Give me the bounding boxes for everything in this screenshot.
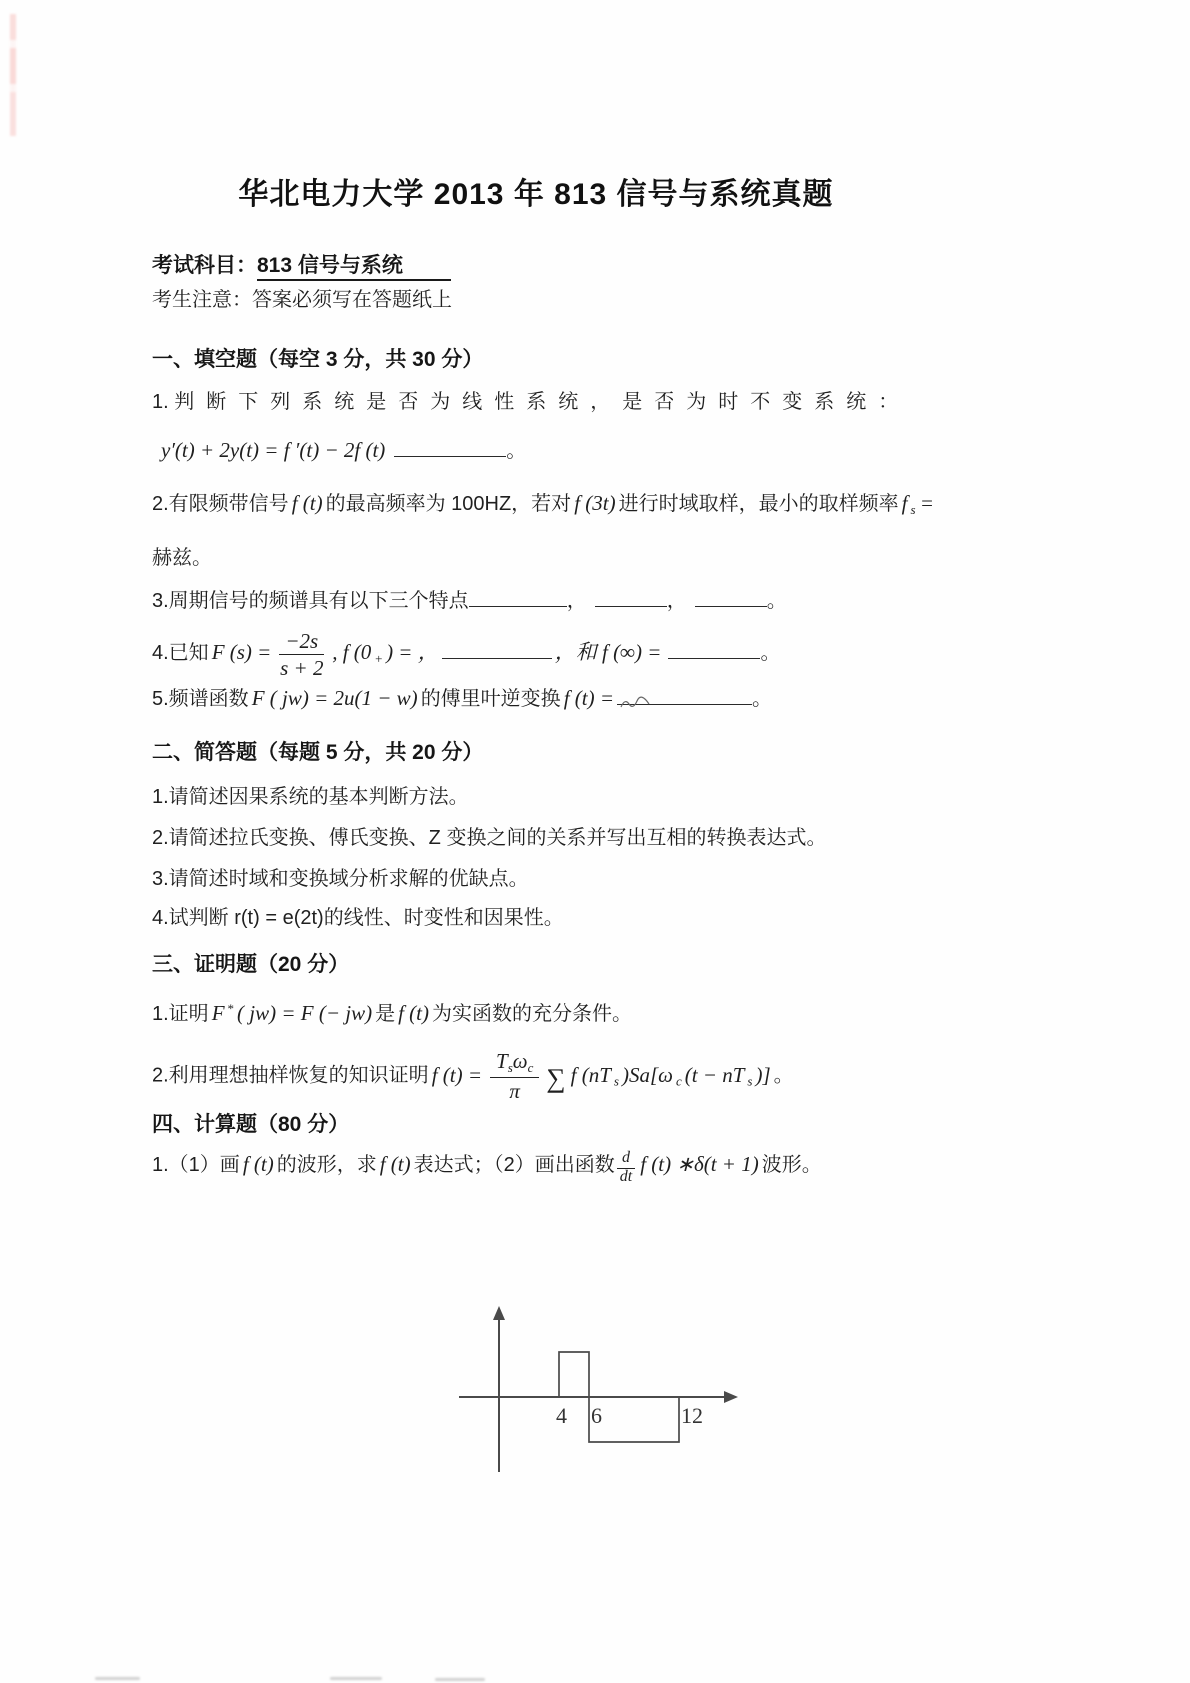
- q1-4-formula: [152, 630, 780, 679]
- x-axis-arrow: [724, 1391, 738, 1403]
- q4-1-post: 波形。: [761, 1154, 822, 1176]
- q1-5-mid: 的傅里叶逆变换: [420, 688, 561, 710]
- scan-smudge: [330, 1677, 382, 1680]
- fraction-numerator: −2s: [279, 630, 324, 655]
- q2-item-1: 1.请简述因果系统的基本判断方法。: [152, 786, 469, 808]
- q2-item-3: 3.请简述时域和变换域分析求解的优缺点。: [152, 868, 529, 890]
- scan-smudge: [435, 1678, 485, 1681]
- red-scan-artifact: [10, 14, 16, 136]
- math-term3-sub: s: [747, 1073, 753, 1089]
- q3-1-pre: 1.证明: [152, 1003, 209, 1025]
- math-F: F: [211, 1001, 225, 1025]
- section-1-heading: 一、填空题（每空 3 分，共 30 分）: [152, 348, 484, 371]
- math-T: T: [496, 1049, 508, 1073]
- math-f-t: f (t): [379, 1152, 411, 1176]
- math-f-t: f (t): [242, 1152, 274, 1176]
- fraction-denominator: s + 2: [280, 656, 324, 681]
- period-mark: 。: [506, 440, 527, 462]
- scan-smudge: [95, 1677, 140, 1680]
- exam-title: 华北电力大学 2013 年 813 信号与系统真题: [238, 178, 834, 211]
- notice-line: [152, 287, 452, 314]
- q4-1-text: [152, 1150, 822, 1187]
- tick-label-12: 12: [681, 1403, 703, 1428]
- math-f-t-eq: f (t) =: [431, 1062, 483, 1087]
- blank-line: [442, 643, 552, 659]
- q2-item-2: 2.请简述拉氏变换、傅氏变换、Z 变换之间的关系并写出互相的转换表达式。: [152, 827, 827, 849]
- q1-5-pre: 5.频谱函数: [152, 688, 249, 710]
- q1-2-unit: 赫兹。: [152, 547, 212, 569]
- math-term1-sub: s: [613, 1073, 619, 1089]
- fraction: [490, 1050, 539, 1102]
- q2-item-4: 4.试判断 r(t) = e(2t)的线性、时变性和因果性。: [152, 907, 564, 929]
- math-f0-close: ) = ，: [386, 640, 439, 665]
- q1-2-mid2: 进行时域取样，最小的取样频率: [618, 493, 899, 515]
- math-f-3t: f (3t): [574, 491, 616, 515]
- math-f-0: , f (0: [332, 640, 372, 665]
- math-f-t: f (t): [398, 1001, 429, 1025]
- math-f0-sub: +: [374, 651, 384, 667]
- q3-1-mid: 是: [375, 1003, 396, 1025]
- math-f-t-eq: f (t) =: [563, 686, 615, 710]
- equals-sign: =: [921, 491, 933, 515]
- math-f-t: f (t): [291, 491, 323, 515]
- handwritten-scribble: [619, 696, 653, 712]
- math-term4: )]: [755, 1062, 771, 1087]
- q1-1-statement: 判断下列系统是否为线性系统，是否为时不变系统：: [174, 391, 911, 413]
- differential-equation: y′(t) + 2y(t) = f ′(t) − 2f (t): [161, 438, 386, 462]
- math-omega: ω: [512, 1049, 528, 1073]
- blank-line: [695, 591, 767, 607]
- math-term2-sub: c: [675, 1073, 682, 1089]
- math-term2: )Sa[ω: [621, 1062, 673, 1087]
- q1-5-formula: [152, 684, 772, 713]
- math-term1: f (nT: [570, 1062, 611, 1087]
- tick-label-4: 4: [556, 1403, 567, 1428]
- y-axis-arrow: [493, 1306, 505, 1320]
- period-mark: 。: [773, 1064, 794, 1087]
- math-f-inf: ，和 f (∞) =: [554, 640, 662, 665]
- q1-4-pre: 4.已知: [152, 642, 209, 665]
- section-4-heading: 四、计算题（80 分）: [152, 1113, 350, 1136]
- subject-line: [152, 252, 451, 280]
- derivative-numerator: d: [617, 1150, 635, 1169]
- q3-1-post: 为实函数的充分条件。: [432, 1003, 632, 1025]
- q1-2-pre: 2.有限频带信号: [152, 493, 289, 515]
- math-fs: f: [901, 491, 908, 515]
- derivative-fraction: [617, 1150, 635, 1187]
- fraction-denominator: π: [509, 1078, 520, 1103]
- notice-label: 考生注意：: [152, 289, 252, 311]
- q3-2-pre: 2.利用理想抽样恢复的知识证明: [152, 1064, 429, 1087]
- derivative-denominator: dt: [619, 1168, 633, 1185]
- blank-line: [469, 591, 567, 607]
- period-mark: 。: [766, 590, 787, 612]
- q1-1-text: [152, 389, 910, 416]
- q1-2-mid1: 的最高频率为 100HZ，若对: [325, 493, 572, 515]
- math-F-jw: F ( jw) = 2u(1 − w): [251, 686, 418, 710]
- section-2-heading: 二、简答题（每题 5 分，共 20 分）: [152, 741, 484, 764]
- q1-3-pre: 3.周期信号的频谱具有以下三个特点: [152, 590, 469, 612]
- q1-3-text: [152, 588, 787, 615]
- math-F-s: F (s) =: [211, 640, 272, 665]
- blank-line: [595, 591, 667, 607]
- math-T-sub: s: [507, 1060, 513, 1075]
- waveform-plot: [425, 1302, 755, 1487]
- math-star: *: [227, 1001, 235, 1016]
- q3-2-formula: [152, 1050, 794, 1102]
- math-convolution-expr: f (t) ∗δ(t + 1): [640, 1152, 759, 1176]
- fraction-numerator: [490, 1050, 539, 1078]
- waveform-figure: [425, 1302, 755, 1492]
- tick-label-6: 6: [591, 1403, 602, 1428]
- math-omega-sub: c: [527, 1060, 534, 1075]
- blank-line: [617, 689, 752, 705]
- fraction: [279, 630, 324, 679]
- q1-1-number: 1.: [152, 391, 169, 413]
- q4-1-mid1: 的波形，求: [276, 1154, 377, 1176]
- comma-1: ，: [566, 590, 587, 612]
- q1-1-formula: [158, 436, 526, 465]
- summation-sign: ∑: [546, 1062, 566, 1093]
- math-F-conj: ( jw) = F (− jw): [237, 1001, 373, 1025]
- period-mark: 。: [760, 642, 781, 665]
- subject-label: 考试科目：: [152, 254, 257, 277]
- notice-value: 答案必须写在答题纸上: [252, 289, 452, 311]
- subject-value: 813 信号与系统: [257, 254, 451, 281]
- q4-1-pre: 1.（1）画: [152, 1154, 240, 1176]
- q3-1-formula: [152, 999, 632, 1028]
- comma-2: ，: [666, 590, 687, 612]
- period-mark: 。: [752, 688, 773, 710]
- blank-line: [394, 441, 506, 457]
- q1-2-text: [152, 489, 933, 519]
- math-term3: (t − nT: [684, 1062, 745, 1087]
- blank-line: [668, 643, 760, 659]
- section-3-heading: 三、证明题（20 分）: [152, 953, 350, 976]
- math-fs-sub: s: [910, 502, 916, 517]
- q4-1-mid2: 表达式；（2）画出函数: [413, 1154, 615, 1176]
